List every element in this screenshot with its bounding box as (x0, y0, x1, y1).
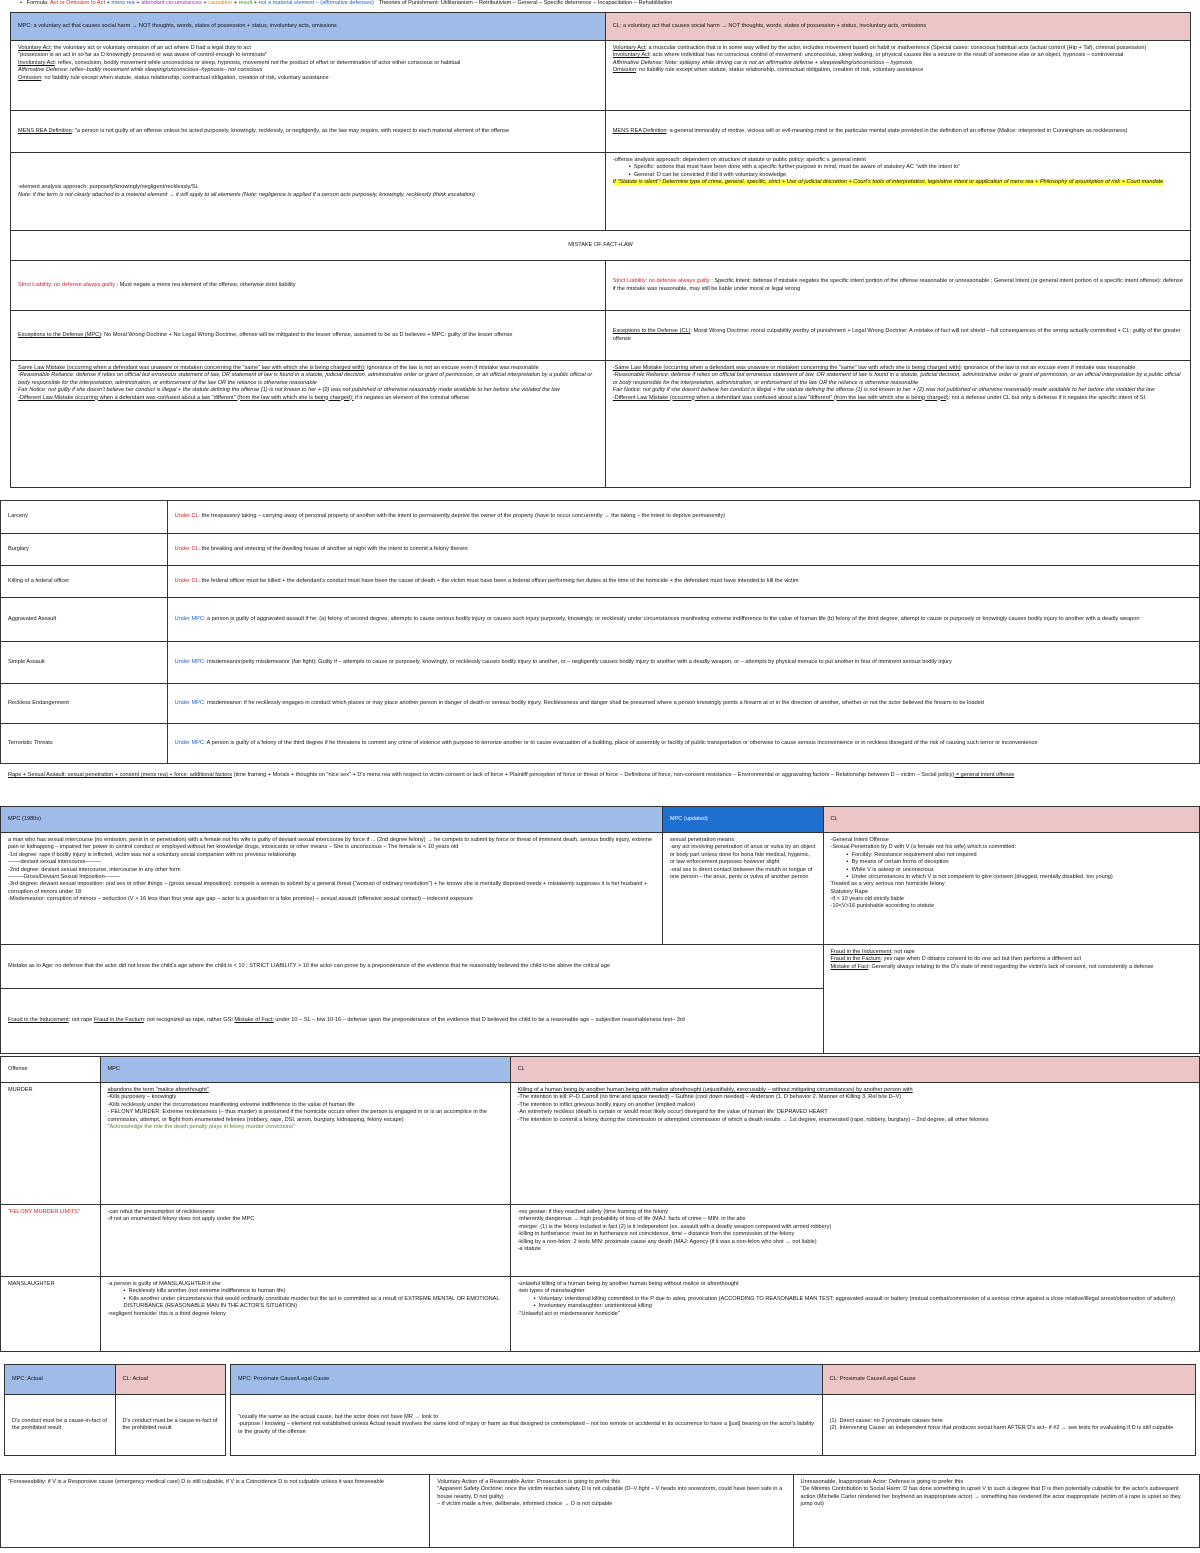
mpc-act-cell (11, 41, 606, 111)
formula-plus: + (136, 0, 140, 6)
text: : not a defense under CL but only a defense if it negates the specific intent of SI (948, 394, 1146, 401)
text: -negligent homicide: this is a third degree felony (107, 1310, 226, 1317)
text: (time framing + Morals + thoughts on "nice sex" + D's mens rea with respect to victim consent or lack of force + Plaintiff perception of force or threat of force – Definitions of force, non-consent resistance – Environmental or aggravating factors – Relationship between D – victim – Social policy) (232, 772, 955, 778)
text: (1). Direct cause: no 2 proximate causes here (2). Intervening Cause: an independent force that produces social harm AFTER D's act– if #2 → see tests for evaluating if D is still culpable (829, 1417, 1174, 1431)
mpc-updated-text (662, 833, 823, 945)
intervening-cause-table (0, 1474, 1200, 1548)
text: Kills another under circumstances that would ordinarily constitute murder but the act is committed as a result of EXTREME MENTAL OR EMOTIONAL DISTURBANCE (REASONABLE MAN IN THE ACTOR'S SITUATION) (123, 1295, 500, 1310)
term: Omission (612, 67, 637, 74)
text: : no liability rule except when statute, status relationship, contractual obligation, creation of risk, voluntary assistance (41, 74, 329, 81)
text: -The intention to kill: P–D Carroll (no time and space needed) – Guthrie (cool down needed) – Anderson (1. D behavior 2. Manner of Killing 3. Rel b/w D–V) -The intention to inflict grievous bodily injury on another (implied malice) -An extremely reckless (death is certain or would most likely occur) disregard for the value of human life: DEPRAVED HEART -The intention to commit a felony during the commission or attempted commission of which a death results → 1st degree, enumerated (rape, robbery, burglary) – 2nd degree, all other felonies (517, 1094, 989, 1123)
highlighted-text: If "Statute is silent": Determine type of crime, general, specific, strict + Use of judicial discretion + Court's tools of interpretation, legislative intent or application of mens rea + Philosophy of assumption of risk + Court mandate (612, 179, 1164, 186)
mpc-proximate-text (231, 1395, 823, 1456)
text: if it negates an element of the criminal offense (353, 394, 470, 401)
crime-text: A person is guilty of a felony of the third degree if he threatens to commit any crime of violence with purpose to terrorize another or to cause evacuation of a building, place of assembly or facility of public transportation or otherwise to cause serious inconvenience or in reckless disregard of the risk of causing such terror or inconvenience (205, 739, 1038, 746)
text: Note: if the term is not clearly attached to a material element → it will apply to all elements (Note: negligence is applied if a person acts purposely, knowingly, recklessly (think escalation) (18, 191, 475, 198)
crime-definition (167, 598, 1199, 642)
term: Voluntary Act (612, 45, 646, 51)
crime-text: a person is guilty of aggravated assault if he: (a) felony of second degree, attempts to cause serious bodily injury or causes such injury purposely, knowingly, or recklessly under circumstances manifesting extreme indifference to the value of human life (b) felony of the third degree, attempt to cause or purposely or knowingly causes bodily injury to another with a deadly weapon (205, 615, 1140, 622)
term: -Different Law Mistake occurring when a defendant was confused about a law "different" (from the law with which she is being charged): (18, 394, 354, 401)
formula-label: Formula: (26, 0, 49, 6)
crime-name: Burglary (1, 534, 168, 566)
unreasonable-actor-cell (793, 1475, 1199, 1548)
text: : Moral Wrong Doctrine: moral culpability worthy of punishment + Legal Wrong Doctrine: A mistake of fact will not shield – full consequences of the wrong actually committed + CL: guilty of the greater offense (612, 328, 1181, 342)
cl-mens-rea-cell (605, 111, 1190, 153)
bullet-icon: ▪ (846, 859, 849, 866)
term: Rape + Sexual Assault: sexual penetration + consent (mens rea) + force: additional factors (8, 772, 233, 778)
formula-plus: + (233, 0, 237, 6)
text: a man who has sexual intercourse (no emission, penis in or penetration) with a female not his wife is guilty of deviant sexual intercourse by force if ... (2nd degree felony) → he compels to submit by force or threat of imminent death, serious bodily injury, extreme pain or kidnapping – impaired her power to control conduct or employed without her knowledge drugs, intoxicants or other means – She is unconscious – The female is < 10 years old -1st degree: rape if bodily injury is inflicted, victim was not a voluntary social companion with no previous relationship ––––deviant sexual intercourse––––– -2nd degree: deviant sexual intercourse, intercourse in any other form –––––Gross/Deviant Sexual Imposition––––– -3rd degree: deviant sexual imposition: oral sex or other things – (gross sexual imposition): compels a woman to submit by a general threat ("woman of ordinary resolution") + he knows she is mentally disposed needs + mistakenly supposes it is her husband + corruption of minors under 18 -Misdemeanor: corruption of minors – seduction (V > 16 less than four year age gap – actor is a guardian or a fake promise) – sexual assault (offensive sexual contact) – indecent exposure (8, 837, 653, 902)
crime-label: Under CL: (174, 577, 201, 584)
crime-name: Terroristic Threats (1, 724, 168, 764)
text: : no liability rule except when statute, status relationship, contractual obligation, creation of risk, voluntary assistance (636, 67, 924, 74)
mpc-strict-liability-cell (11, 261, 606, 311)
crime-definition (167, 684, 1199, 724)
mistake-age-cell (1, 945, 824, 989)
text: Unreasonable, Inappropriate Actor: Defense is going to prefer this "De Minimis Contribution to Social Harm: D has done something to upset V to such a degree that D is then potentially culpable for the actor's subsequent action (Michelle Carter rendered her boyfriend an inappropriate actor) → something has rendered the actor inappropriate (victim of a rape is upset so they jump out) (800, 1479, 1181, 1508)
cl-header-text: CL: a voluntary act that causes social harm → NOT thoughts, words, states of possession + status, involuntary acts, omissions (612, 22, 927, 29)
text: Treated as a very serious non homicide felony Statutory Rape -if < 10 years old strictly liable -10<V>16 punishable according to statute (830, 881, 945, 910)
text: -a person is guilty of MANSLAUGHTER if she (107, 1281, 221, 1287)
text: : ignorance of the law is not an excuse even if mistake was reasonable (960, 365, 1136, 371)
crime-name: Simple Assault (1, 642, 168, 684)
text: Voluntary: intentional killing committed in the P due to adeq. provocation (ACCORDING TO REASONABLE MAN TEST: aggravated assault or battery (mutual combat/commission of a serious crime against a close relative/illegal arrest/observation of adultery) (538, 1295, 1175, 1302)
mpc-proximate-header: MPC: Proximate Cause/Legal Cause (231, 1365, 823, 1395)
offense-header: Offense (1, 1057, 101, 1083)
mpc-updated-header: MPC (updated) (662, 807, 823, 833)
crime-name: Larceny (1, 501, 168, 534)
crime-row (1, 501, 1200, 534)
text: : the voluntary act or voluntary omission of an act where D had a legal duty to act (50, 45, 251, 51)
text: -can rebut the presumption of recklessness -if not an enumerated felony does not apply under the MPC (107, 1209, 255, 1223)
actual-cause-table (4, 1364, 226, 1456)
bullet-icon: ▪ (846, 873, 849, 880)
foreseeability-cell (1, 1475, 430, 1548)
crime-row (1, 724, 1200, 764)
crimes-table (0, 500, 1200, 764)
formula-plus: + (106, 0, 110, 6)
text: General: D can be convicted if did it with voluntary knowledge (633, 171, 787, 178)
term: -Same Law Mistake (occurring when a defendant was unaware or mistaken concerning the "same" law with which she is being charged with) (612, 365, 961, 371)
term: Omission (18, 74, 42, 81)
green-text: "Acknowledge the role the death penalty plays in felony murder convictions" (107, 1123, 295, 1130)
text: Voluntary Action of a Reasonable Actor: Prosecution is going to prefer this "Apparent Safety Doctrine: once the victim reaches safety D is not culpable (D–V fight – V heads into snowstorm, could have been safe in a house nearby, D not guilty) – if victim made a free, deliberate, informed choice → D is not culpable (437, 1479, 783, 1508)
text: : not rape (68, 1017, 94, 1024)
term: Voluntary Act (18, 45, 51, 51)
formula-not-material: not a material element – (affirmative defenses) (258, 0, 374, 6)
cl-fraud-cell (823, 945, 1200, 1054)
bullet-icon: ▪ (628, 171, 631, 178)
crime-row (1, 534, 1200, 566)
red-text: Strict Liability: no defense always guilty (18, 281, 116, 288)
text: : a general immorality of motive, vicious will or evil-meaning mind or the particular mental state provided in the definition of an offense (Malice: interpreted in Cunningham as recklessness) (666, 127, 1128, 134)
mpc-1980-text (1, 833, 663, 945)
murder-label: MURDER (1, 1083, 101, 1205)
text: Fair Notice: not guilty if she doesn't believe her conduct is illegal + the statute defining the offense (1) is not known to her + (2) was not published or otherwise reasonably made available to her before she violated the law (18, 387, 560, 394)
term: -Different Law Mistake (occurring when a defendant was confused about a law "different" (from the law with which she is being charged) (612, 394, 949, 401)
mpc-mens-rea-cell (11, 111, 606, 153)
text: Involuntary manslaughter: unintentional killing (538, 1303, 652, 1310)
crime-row (1, 566, 1200, 598)
text: : a muscular contraction that is in some way willed by the actor, includes movement based on habit or inadvertence (Special cases: conscious habitual acts (actual control (Hip + Taf), criminal possession) (645, 45, 1147, 51)
mpc-exceptions-cell (11, 311, 606, 361)
formula-attendant: attendant circumstances (141, 0, 202, 6)
crime-label: Under CL: (174, 545, 201, 552)
term: Killing of a human being by another human being with malice aforethought (unjustifiably, inexcusably – without mitigating circumstances) by another person with (517, 1087, 913, 1093)
rape-intro (8, 772, 1188, 798)
text: -res gestae: if they reached safety (time framing of the felony -inherently dangerous → high probability of loss of life (MAJ: facts of crime – MIN: in the abs -merger: (1) is the felony included in fact (2) is it independent (ex. assault with a deadly weapon compared with armed robbery) -killing in furtherance: must be in furtherance not coincidence, time – distance from the commission of the felony -killing by a non-felon: 2 tests MIN: proximate cause any death (MAJ: Agency (if it was a non-felon who shot → not liable) -a statute (517, 1209, 832, 1252)
term: MENS REA Definition (612, 127, 667, 134)
red-text: Strict Liability: no defense always guilty (612, 278, 710, 285)
text: : Specific Intent: defense if mistake negates the specific intent portion of the offense reasonable or unreasonable ; General Intent (or general intent portion of a specific intent offense): defense if the mistake was reasonable, may still be liable under moral or legal wrong (612, 278, 1183, 292)
crime-definition (167, 501, 1199, 534)
cl-actual-header: CL: Actual (115, 1365, 226, 1395)
term: MENS REA Definition (18, 127, 72, 134)
section-actus-mens-mistake (10, 12, 1191, 488)
text: Recklessly kills another (not extreme indifference to human life) (128, 1288, 286, 1295)
crime-definition (167, 642, 1199, 684)
cl-proximate-text (822, 1395, 1195, 1456)
bullet-icon: ▪ (846, 866, 849, 873)
formula-act: Act or Omission to Act (49, 0, 106, 6)
text: "usually the same as the actual cause, but the actor does not have MR → look to -purpose / knowing – element not established unless Actual result involves the same kind of injury or harm as that designed or contemplated – not too remote or accidental in its occurrence to have a [just] bearing on the actor's liability or the gravity of the offense (238, 1413, 814, 1435)
crime-text: the breaking and entering of the dwelling house of another at night with the intent to commit a felony therein (200, 545, 468, 552)
text: Affirmative Defense: Note: epilepsy while driving car is not an affirmative defense + sleepwalking/unconscious – hypnosis (612, 59, 913, 66)
text: -Reasonable Reliance: defense if relies on official but erroneous statement of law, OR statement of law is found in a statute, judicial decision, administrative order or grant of permission, or an official interpretation by a public official or body responsible for the interpretation, administration, or enforcement of the law OR the reliance is otherwise reasonable (612, 372, 1181, 386)
cl-exceptions-cell (605, 311, 1190, 361)
text: "possession is an act in so far as D knowingly procured or was aware of control enough to terminate" (18, 52, 268, 59)
text: While V is asleep or unconscious (851, 866, 934, 873)
term: abandons the term "malice aforethought" (107, 1087, 209, 1093)
bullet-icon: ▪ (533, 1295, 536, 1302)
crime-name: Aggravated Assault (1, 598, 168, 642)
felony-murder-label: "FELONY MURDER LIMITS" (1, 1205, 101, 1277)
cl-proximate-header: CL: Proximate Cause/Legal Cause (822, 1365, 1195, 1395)
text: -General Intent Offense -Sexual Penetration by D with V (a female not his wife) which is committed: (830, 837, 1017, 851)
text: : Generally always relating to the D's state of mind regarding the victim's lack of consent, not consistently a defense (868, 963, 1154, 970)
term: Fraud in the Inducement (8, 1017, 69, 1024)
term: Fraud in the Inducement (830, 949, 892, 955)
crime-definition (167, 724, 1199, 764)
cl-act-cell (605, 41, 1190, 111)
term: = general intent offense (954, 772, 1015, 778)
bullet-icon: ▪ (846, 851, 849, 858)
text: under 10 – SL – b/w 10-16 – defense upon the preponderance of the evidence that D believed the child to be a reasonable age – subjective reasonableness test– 3rd (273, 1017, 685, 1024)
text: Under circumstances in which V is not competent to give consent (drugged, mentally disabled, too young) (851, 873, 1113, 880)
text: Forcibly: Resistance requirement also not required (851, 851, 977, 858)
crime-text: misdemeanor/petty misdemeanor (fair fight): Guilty if – attempts to cause or purposely, knowingly, or recklessly causes bodily injury to another, or – negligently causes bodily injury to another with a deadly weapon, or – attempts by physical menace to put another in fear of imminent serious bodily injury (205, 658, 952, 665)
crime-label: Under CL: (174, 513, 201, 520)
text: : acts where individual has no conscious control of movement: unconscious, sleep walking, or physical causes like a seizure or the result of someone else or an object, hypnosis – controversial (649, 52, 1124, 59)
crime-text: misdemeanor: if he recklessly engages in conduct which places or may place another person in danger of death or serious bodily injury. Recklessness and danger shall be presumed where a person knowingly points a firearm at or in the direction of another, whether or not the actor believed the firearm to be loaded (205, 699, 984, 706)
rape-table (0, 806, 1200, 1054)
text: : ignorance of the law is not an excuse even if mistake was reasonable (364, 365, 539, 371)
bullet-icon: ▪ (123, 1288, 126, 1295)
crime-label: Under MPC: (174, 739, 206, 746)
mpc-actual-header: MPC: Actual (5, 1365, 116, 1395)
cl-mistake-law-cell (605, 361, 1190, 488)
crime-name: Reckless Endangerment (1, 684, 168, 724)
text: By means of certain forms of deception (851, 859, 949, 866)
crime-row (1, 598, 1200, 642)
term: Exceptions to the Defense (CL) (612, 328, 691, 335)
manslaughter-cl (510, 1277, 1199, 1352)
text: : not rape (891, 949, 915, 955)
term: Involuntary Act (18, 59, 55, 66)
text: Fair Notice: not guilty if she doesn't believe her conduct is illegal + the statute defining the offense (1) is not known to her + (2) was not published or otherwise reasonably made available to her before she violated the law (612, 387, 1155, 394)
term: Mistake of Fact: (234, 1017, 274, 1024)
bullet-icon: ▪ (20, 0, 22, 6)
text: "Foreseeability: if V is a Responsive cause (emergency medical care) D is still culpable, if V is a Coincidence D is not culpable unless it was foreseeable (8, 1479, 385, 1485)
text: -Kills purposely – knowingly -Kills recklessly under the circumstances manifesting extreme indifference to the value of human life - FELONY MURDER: Extreme recklessness (– thus murder) is presumed if the homicide occurs when the person is engaged in or is an accomplice in the commission, attempt, or flight from enumerated felonies (robbery, rape, DSI, arson, burglary, kidnapping, felony escape) (107, 1094, 488, 1123)
term: Fraud in the Factum (93, 1017, 144, 1024)
text: -unlawful killing of a human being by another human being without malice or aforethought -two types of manslaughter (517, 1281, 739, 1295)
cl-rape-text (823, 833, 1200, 945)
murder-cl (510, 1083, 1199, 1205)
manslaughter-mpc (100, 1277, 510, 1352)
felony-murder-cl (510, 1205, 1199, 1277)
mpc-mistake-law-cell (11, 361, 606, 488)
theories-of-punishment: Theories of Punishment: Utilitarianism – Retributivism – General – Specific deterrence – Incapacitation – Rehabilitation (378, 0, 673, 6)
cl-strict-liability-cell (605, 261, 1190, 311)
formula-plus: + (253, 0, 258, 6)
bullet-icon: ▪ (628, 164, 631, 171)
bullet-icon: ▪ (533, 1303, 536, 1310)
text: -Reasonable Reliance: defense if relies on official but erroneous statement of law, OR statement of law is found in a statute, judicial decision, administrative order or grant of permission, or an official interpretation by a public official or body responsible for the interpretation, administration, or enforcement of the law OR the reliance is otherwise reasonable (18, 372, 593, 386)
text: : yes rape when D obtains consent to do one act but then performs a different act (880, 956, 1082, 963)
mpc-1980-header: MPC (1980s) (1, 807, 663, 833)
mistake-header (11, 231, 1191, 261)
crime-name: Killing of a federal officer (1, 566, 168, 598)
crime-text: the federal officer must be killed + the defendant's conduct must have been the cause of death + the victim must have been a federal officer performing her duties at the time of the homicide + the defendant must have intended to kill the victim (200, 577, 799, 584)
text: : No Moral Wrong Doctrine + No Legal Wrong Doctrine, offense will be mitigated to the lesser offense, assumed to be as D believes + MPC: guilty of the lesser offense (101, 331, 513, 338)
mpc-actual-text: D's conduct must be a cause-in-fact of the prohibited result (5, 1395, 116, 1456)
homicide-table (0, 1056, 1200, 1352)
bullet-icon: ▪ (123, 1295, 126, 1302)
crime-label: Under MPC: (174, 699, 206, 706)
formula-line (20, 0, 1190, 7)
formula-plus: + (203, 0, 207, 6)
mpc-header (11, 13, 606, 41)
crime-label: Under MPC: (174, 658, 206, 665)
crime-label: Under MPC: (174, 615, 206, 622)
formula-result: result (238, 0, 253, 6)
text: sexual penetration means: -any act involving penetration of anus or vulva by an object or body part unless done for bona fide medical, hygienic, or law enforcement purposes however slight -oral sex is direct contact between the mouth or tongue of one person – the anus, penis or vulva of another person (669, 837, 816, 880)
homicide-cl-header: CL (510, 1057, 1199, 1083)
term: Mistake of Fact (830, 963, 869, 970)
crime-definition (167, 566, 1199, 598)
text: : "a person is not guilty of an offense unless he acted purposely, knowingly, recklessly, or negligently, as the law may require, with respect to each material element of the offense (71, 127, 510, 134)
term: Involuntary Act (612, 52, 650, 59)
text: : not recognized as rape, rather GSI (143, 1017, 235, 1024)
text: Mistake as to Age: no defense that the actor did not know the child's age where the child is < 10 ; STRICT LIABILITY > 10 the actor can prove by a preponderance of the evidence that he reasonably believed the child to be above the critical age (8, 962, 610, 969)
cl-rape-header: CL (823, 807, 1200, 833)
formula-causation: causation (208, 0, 233, 6)
crime-row (1, 684, 1200, 724)
crime-text: the trespassory taking – carrying away of personal property of another with the intent to permanently deprive the owner of the property (have to occur concurrently → the taking – the intent to deprive permanently) (200, 513, 726, 520)
mpc-element-analysis-cell (11, 153, 606, 231)
text: Affirmative Defense: reflex–bodily movement while sleeping/unconscious–hypnosis– not conscious (18, 67, 263, 74)
proximate-cause-table (230, 1364, 1196, 1456)
cl-actual-text: D's conduct must be a cause-in-fact of the prohibited result (115, 1395, 226, 1456)
mistake-header-text: MISTAKE OF FACT+LAW (568, 241, 633, 248)
term: Same Law Mistake (occurring when a defendant was unaware or mistaken concerning the "same" law with which she is being charged with) (18, 365, 364, 371)
crime-row (1, 642, 1200, 684)
text: -offense analysis approach: dependent on structure of statute or public policy: specific v. general intent (612, 157, 866, 163)
term: Fraud in the Factum (830, 956, 881, 963)
manslaughter-label: MANSLAUGHTER (1, 1277, 101, 1352)
text: : Must negate a mens rea element of the offense, otherwise strict liability (115, 281, 296, 288)
text: -"Unlawful act or misdemeanor homicide" (517, 1310, 620, 1317)
text: -element analysis approach: purposely/knowingly/negligent/recklessly/SL (18, 184, 199, 191)
homicide-mpc-header: MPC (100, 1057, 510, 1083)
mpc-header-text: MPC: a voluntary act that causes social harm → NOT thoughts, words, states of possession + status, involuntary acts, omissions (18, 22, 337, 29)
reasonable-actor-cell (430, 1475, 793, 1548)
felony-murder-mpc (100, 1205, 510, 1277)
crime-definition (167, 534, 1199, 566)
text: : reflex, convulsion, bodily movement while unconscious or sleep, hypnosis, movement not the product of effort or determination of actor either conscious or habitual (54, 59, 461, 66)
term: Exceptions to the Defense (MPC) (18, 331, 102, 338)
cl-header (605, 13, 1190, 41)
formula-mens-rea: mens rea (111, 0, 135, 6)
cl-offense-analysis-cell (605, 153, 1190, 231)
mpc-fraud-cell (1, 989, 824, 1054)
text: Specific: actions that must have been done with a specific further purpose in mind, must be aware of statutory AC "with the intent to" (633, 164, 961, 171)
murder-mpc (100, 1083, 510, 1205)
